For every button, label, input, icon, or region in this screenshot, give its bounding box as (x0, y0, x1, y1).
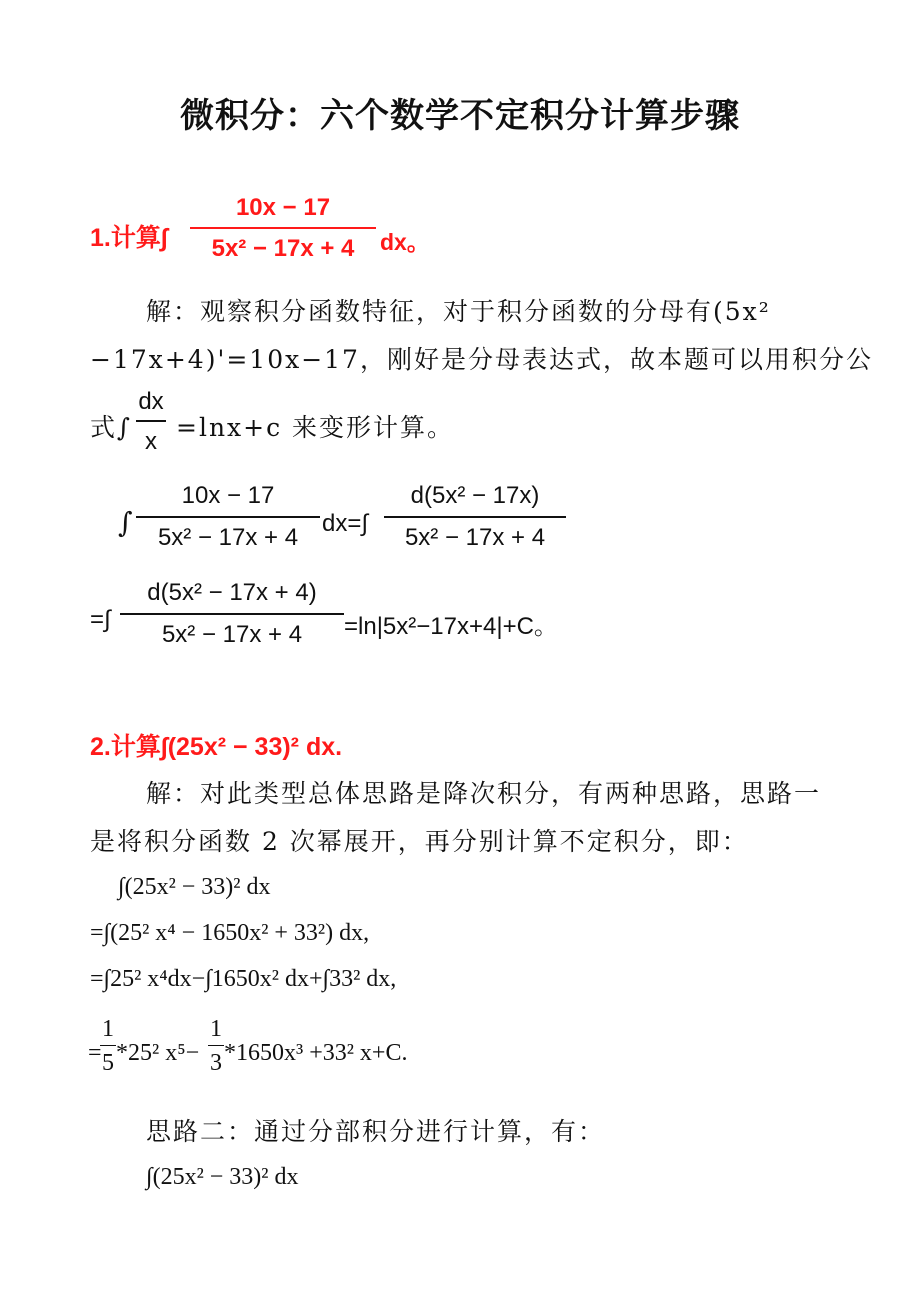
problem1-denominator: 5x² − 17x + 4 (211, 235, 355, 262)
integral-sign: ∫ (118, 506, 133, 539)
m4-fraction-1 (100, 1016, 116, 1077)
eq2-numerator: d(5x² − 17x + 4) (147, 579, 317, 606)
formula-numerator: dx (138, 388, 164, 415)
problem1-numerator: 10x − 17 (235, 194, 331, 221)
page-title: 微积分：六个数学不定积分计算步骤 (180, 96, 740, 136)
math-line-4-mid: *25² x⁵− (116, 1040, 200, 1066)
math-line-5: ∫(25x² − 33)² dx (146, 1164, 299, 1190)
p2-solution-line1: 解：对此类型总体思路是降次积分，有两种思路，思路一 (146, 779, 822, 808)
m4-fraction-2 (208, 1016, 224, 1077)
math-line-3: =∫25² x⁴dx−∫1650x² dx+∫33² dx, (90, 966, 397, 992)
fraction-bar (100, 1045, 116, 1046)
p1-solution-line3-prefix: 式∫ (90, 413, 133, 442)
math-line-1: ∫(25x² − 33)² dx (118, 874, 271, 900)
math-line-4-prefix: = (88, 1040, 102, 1066)
eq2-fraction (120, 579, 344, 649)
eq1-denominator-left: 5x² − 17x + 4 (157, 524, 299, 551)
fraction-bar (120, 613, 344, 615)
math-line-4-suffix: *1650x³ +33² x+C. (224, 1040, 408, 1066)
p1-solution-line2: −17x+4)'=10x−17，刚好是分母表达式，故本题可以用积分公 (90, 345, 873, 374)
fraction-bar (190, 227, 376, 229)
formula-fraction (136, 388, 166, 456)
m4-f1-numerator: 1 (102, 1016, 114, 1042)
m4-f2-numerator: 1 (210, 1016, 222, 1042)
p1-solution-line3-suffix: =lnx+c 来变形计算。 (176, 413, 455, 442)
fraction-bar (136, 516, 320, 518)
eq1-middle: dx=∫ (322, 510, 368, 537)
eq2-prefix: =∫ (90, 606, 111, 633)
p1-solution-line1: 解：观察积分函数特征，对于积分函数的分母有(5x² (146, 297, 771, 326)
eq1-fraction-left (136, 482, 320, 552)
eq1-fraction-right (384, 482, 566, 552)
fraction-bar (384, 516, 566, 518)
eq1-denominator-right: 5x² − 17x + 4 (404, 524, 546, 551)
eq2-denominator: 5x² − 17x + 4 (161, 621, 303, 648)
eq2-suffix: =ln|5x²−17x+4|+C。 (344, 613, 558, 640)
m4-f1-denominator: 5 (102, 1050, 114, 1076)
eq1-numerator-right: d(5x² − 17x) (410, 482, 540, 509)
problem2-heading: 2.计算∫(25x² − 33)² dx. (90, 733, 343, 761)
formula-denominator: x (145, 428, 157, 455)
problem1-fraction (190, 194, 376, 263)
fraction-bar (136, 420, 166, 422)
approach-two-text: 思路二：通过分部积分进行计算，有： (146, 1117, 606, 1146)
problem1-heading-suffix: dx。 (380, 229, 430, 255)
m4-f2-denominator: 3 (210, 1050, 222, 1076)
problem1-heading-prefix: 1.计算∫ (90, 224, 168, 252)
eq1-numerator-left: 10x − 17 (181, 482, 275, 509)
p2-solution-line2: 是将积分函数 2 次幂展开，再分别计算不定积分，即： (90, 827, 749, 856)
math-line-2: =∫(25² x⁴ − 1650x² + 33²) dx, (90, 920, 370, 946)
fraction-bar (208, 1045, 224, 1046)
